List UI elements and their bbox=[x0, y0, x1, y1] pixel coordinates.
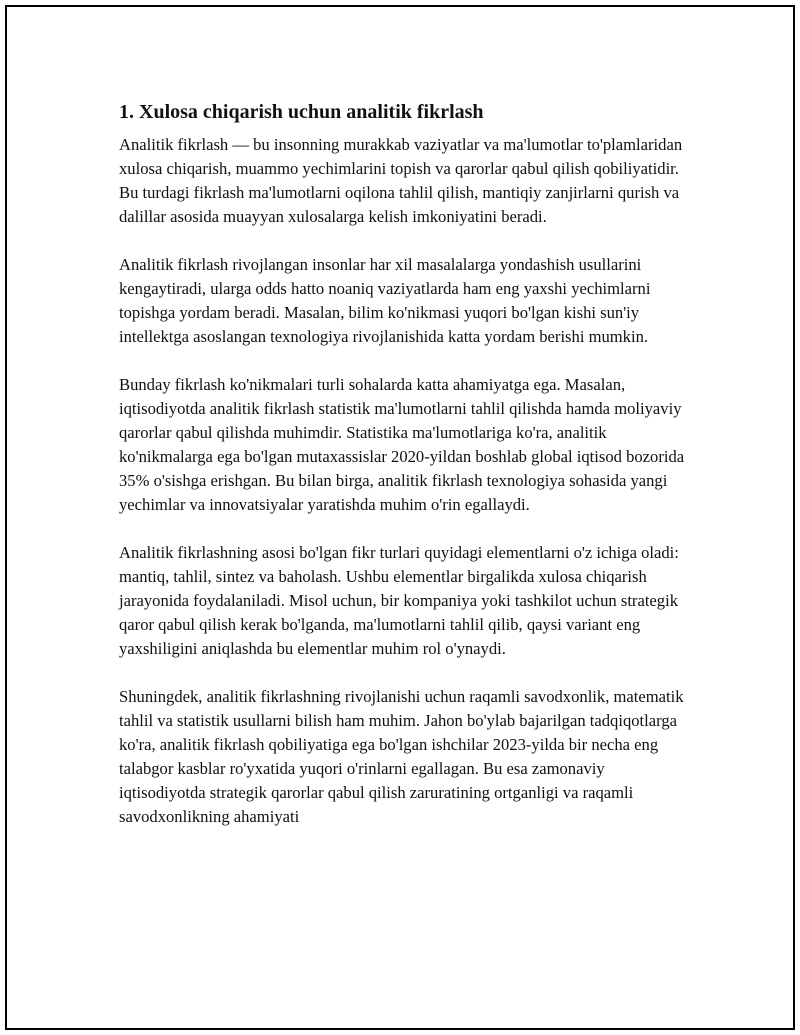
paragraph-5: Shuningdek, analitik fikrlashning rivojlanishi uchun raqamli savodxonlik, matematik tahlil va statistik usullarni bilish ham muhim. Jahon bo'ylab bajarilgan tadqiqotlarga ko'ra, analitik fikrlash qobiliyatiga ega bo'lgan ishchilar 2023-yilda bir necha eng talabgor kasblar ro'yxatida yuqori o'rinlarni egallagan. Bu esa zamonaviy iqtisodiyotda strategik qarorlar qabul qilish zaruratining ortganligi va raqamli savodxonlikning ahamiyati bbox=[119, 687, 684, 826]
section-heading: 1. Xulosa chiqarish uchun analitik fikrlash bbox=[119, 101, 484, 123]
paragraph-3: Bunday fikrlash ko'nikmalari turli sohalarda katta ahamiyatga ega. Masalan, iqtisodiyotda analitik fikrlash statistik ma'lumotlarni tahlil qilishda hamda moliyaviy qarorlar qabul qilishda muhimdir. Statistika ma'lumotlariga ko'ra, analitik ko'nikmalarga ega bo'lgan mutaxassislar 2020-yildan boshlab global iqtisod bozorida 35% o'sishga erishgan. Bu bilan birga, analitik fikrlash texnologiya sohasida yangi yechimlar va innovatsiyalar yaratishda muhim o'rin egallaydi. bbox=[119, 375, 685, 514]
paragraph-4: Analitik fikrlashning asosi bo'lgan fikr turlari quyidagi elementlarni o'z ichiga oladi: mantiq, tahlil, sintez va baholash. Ushbu elementlar birgalikda xulosa chiqarish jarayonida foydalaniladi. Misol uchun, bir kompaniya yoki tashkilot uchun strategik qaror qabul qilish kerak bo'lganda, ma'lumotlarni tahlil qilib, qaysi variant eng yaxshiligini aniqlashda bu elementlar muhim rol o'ynaydi. bbox=[119, 543, 679, 658]
page-frame bbox=[5, 5, 795, 1030]
paragraph-2: Analitik fikrlash rivojlangan insonlar har xil masalalarga yondashish usullarini kengaytiradi, ularga odds hatto noaniq vaziyatlarda ham eng yaxshi yechimlarni topishga yordam beradi. Masalan, bilim ko'nikmasi yuqori bo'lgan kishi sun'iy intellektga asoslangan texnologiya rivojlanishida katta yordam berishi mumkin. bbox=[119, 255, 651, 346]
paragraph-1: Analitik fikrlash — bu insonning murakkab vaziyatlar va ma'lumotlar to'plamlaridan xulosa chiqarish, muammo yechimlarini topish va qarorlar qabul qilish qobiliyatidir. Bu turdagi fikrlash ma'lumotlarni oqilona tahlil qilish, mantiqiy zanjirlarni qurish va dalillar asosida muayyan xulosalarga kelish imkoniyatini beradi. bbox=[119, 135, 683, 226]
document-body bbox=[119, 99, 694, 853]
